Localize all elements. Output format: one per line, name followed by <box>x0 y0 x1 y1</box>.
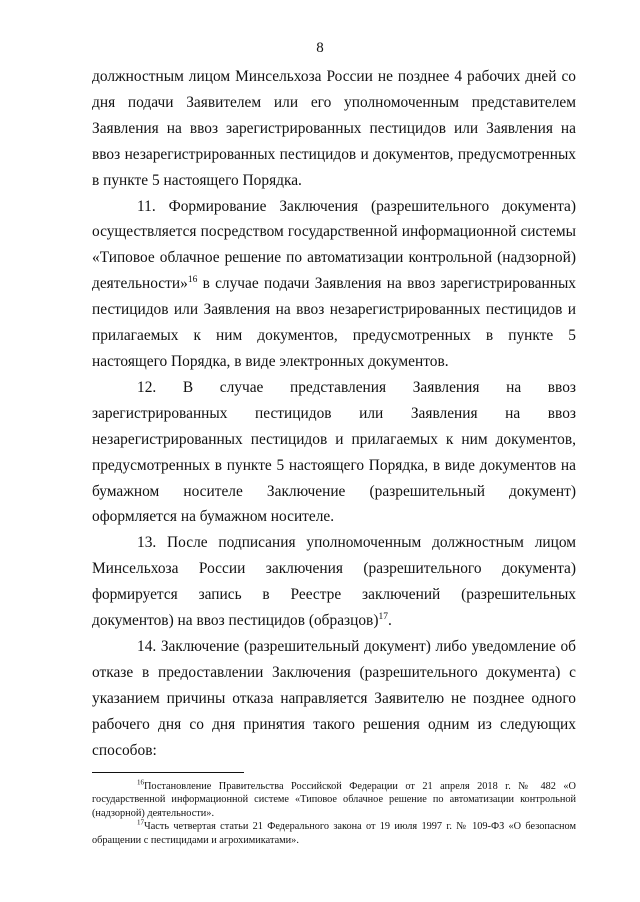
paragraph-text: 12. В случае представления Заявления на ввоз зарегистрированных пестицидов или Заявления на ввоз незарегистрированных пестицидов и прилагаемых к ним документов, предусмотренных в пункте 5 настоящего Порядка, в виде документов на бумажном носителе Заключение (разрешительный документ) оформляется на бумажном носителе. <box>92 378 576 526</box>
footnote-mark: 16 <box>137 778 144 787</box>
paragraph-text: 11. Формирование Заключения (разрешительного документа) осуществляется посредством государственной информационной системы «Типовое облачное решение по автоматизации контрольной (надзорной) деятельности» <box>92 197 576 293</box>
body-text <box>92 64 576 763</box>
footnote-17 <box>92 820 576 847</box>
paragraph-11 <box>92 194 576 375</box>
footnote-mark: 17 <box>137 818 144 827</box>
footnote-ref-17[interactable]: 17 <box>378 611 388 622</box>
paragraph-text: 14. Заключение (разрешительный документ) либо уведомление об отказе в предоставлении Заключения (разрешительного документа) с указанием причины отказа направляется Заявителю не позднее одного рабочего дня со дня принятия такого решения одним из следующих способов: <box>92 637 576 759</box>
paragraph-13 <box>92 530 576 634</box>
footnote-text: Часть четвертая статьи 21 Федерального закона от 19 июля 1997 г. № 109-ФЗ «О безопасном обращении с пестицидами и агрохимикатами». <box>92 821 576 846</box>
paragraph-continued <box>92 64 576 194</box>
footnote-text: Постановление Правительства Российской Федерации от 21 апреля 2018 г. № 482 «О государственной информационной системе «Типовое облачное решение по автоматизации контрольной (надзорной) деятельности». <box>92 781 576 819</box>
paragraph-text: должностным лицом Минсельхоза России не позднее 4 рабочих дней со дня подачи Заявителем или его уполномоченным представителем Заявления на ввоз зарегистрированных пестицидов или Заявления на ввоз незарегистрированных пестицидов и документов, предусмотренных в пункте 5 настоящего Порядка. <box>92 68 576 189</box>
paragraph-14 <box>92 634 576 764</box>
paragraph-text-tail: . <box>387 612 392 630</box>
paragraph-text: 13. После подписания уполномоченным должностным лицом Минсельхоза России заключения (разрешительного документа) формируется запись в Реестре заключений (разрешительных документов) на ввоз пестицидов (образцов) <box>92 534 576 630</box>
footnote-16 <box>92 780 576 820</box>
footnote-separator <box>92 772 244 773</box>
page-number: 8 <box>316 40 324 56</box>
paragraph-text-tail: в случае подачи Заявления на ввоз зарегистрированных пестицидов или Заявления на ввоз незарегистрированных пестицидов и прилагаемых к ним документов, предусмотренных в пункте 5 настоящего Порядка, в виде электронных документов. <box>92 275 576 370</box>
footnotes <box>92 780 576 847</box>
footnote-ref-16[interactable]: 16 <box>187 275 198 286</box>
paragraph-12 <box>92 375 576 530</box>
